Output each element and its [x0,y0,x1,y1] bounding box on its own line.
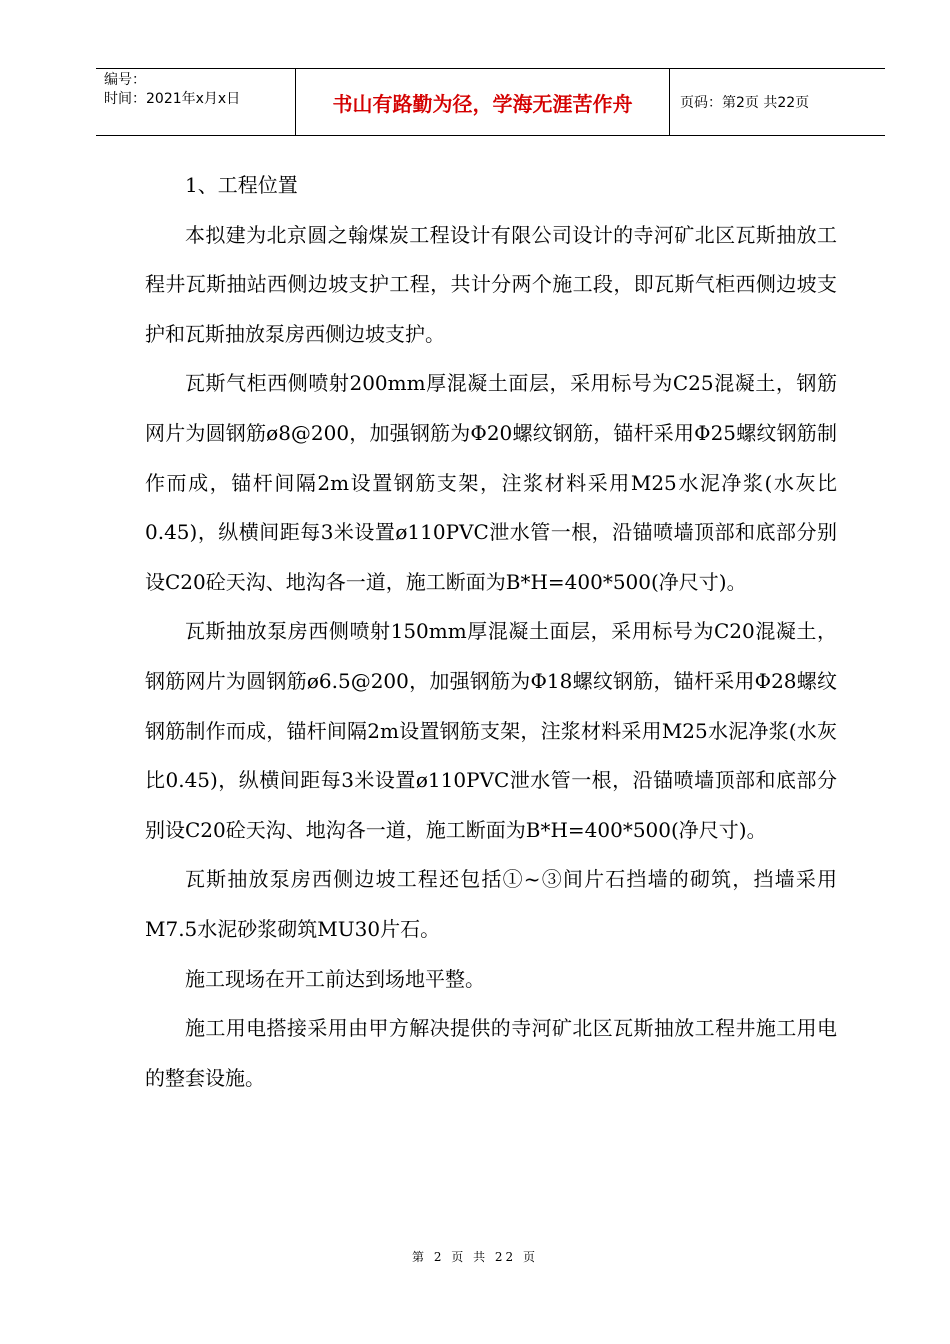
paragraph: 瓦斯抽放泵房西侧边坡工程还包括①~③间片石挡墙的砌筑，挡墙采用M7.5水泥砂浆砌筑MU30片石。 [145,867,837,941]
paragraph: 施工用电搭接采用由甲方解决提供的寺河矿北区瓦斯抽放工程井施工用电的整套设施。 [145,1016,837,1090]
header-page-info: 页码：第2页 共22页 [680,95,810,111]
paragraph: 瓦斯气柜西侧喷射200mm厚混凝土面层，采用标号为C25混凝土，钢筋网片为圆钢筋ø8@200，加强钢筋为Φ20螺纹钢筋，锚杆采用Φ25螺纹钢筋制作而成，锚杆间隔2m设置钢筋支架，注浆材料采用M25水泥净浆(水灰比0.45)，纵横间距每3米设置ø110PVC泄水管一根，沿锚喷墙顶部和底部分别设C20砼天沟、地沟各一道，施工断面为B*H=400*500(净尺寸)。 [145,371,837,594]
paragraph: 施工现场在开工前达到场地平整。 [185,966,485,991]
time-label: 时间：2021年x月x日 [104,91,241,107]
section-heading: 1、工程位置 [185,173,298,197]
page-header [96,68,885,136]
code-label: 编号： [104,72,146,88]
paragraph: 本拟建为北京圆之翰煤炭工程设计有限公司设计的寺河矿北区瓦斯抽放工程井瓦斯抽站西侧边坡支护工程，共计分两个施工段，即瓦斯气柜西侧边坡支护和瓦斯抽放泵房西侧边坡支护。 [145,222,837,346]
header-motto: 书山有路勤为径，学海无涯苦作舟 [296,69,670,135]
page-footer: 第 2 页 共 22 页 [412,1250,538,1264]
document-body [145,161,837,1103]
header-meta-cell [96,69,296,135]
paragraph: 瓦斯抽放泵房西侧喷射150mm厚混凝土面层，采用标号为C20混凝土，钢筋网片为圆钢筋ø6.5@200，加强钢筋为Φ18螺纹钢筋，锚杆采用Φ28螺纹钢筋制作而成，锚杆间隔2m设置钢筋支架，注浆材料采用M25水泥净浆(水灰比0.45)，纵横间距每3米设置ø110PVC泄水管一根，沿锚喷墙顶部和底部分别设C20砼天沟、地沟各一道，施工断面为B*H=400*500(净尺寸)。 [145,619,837,842]
